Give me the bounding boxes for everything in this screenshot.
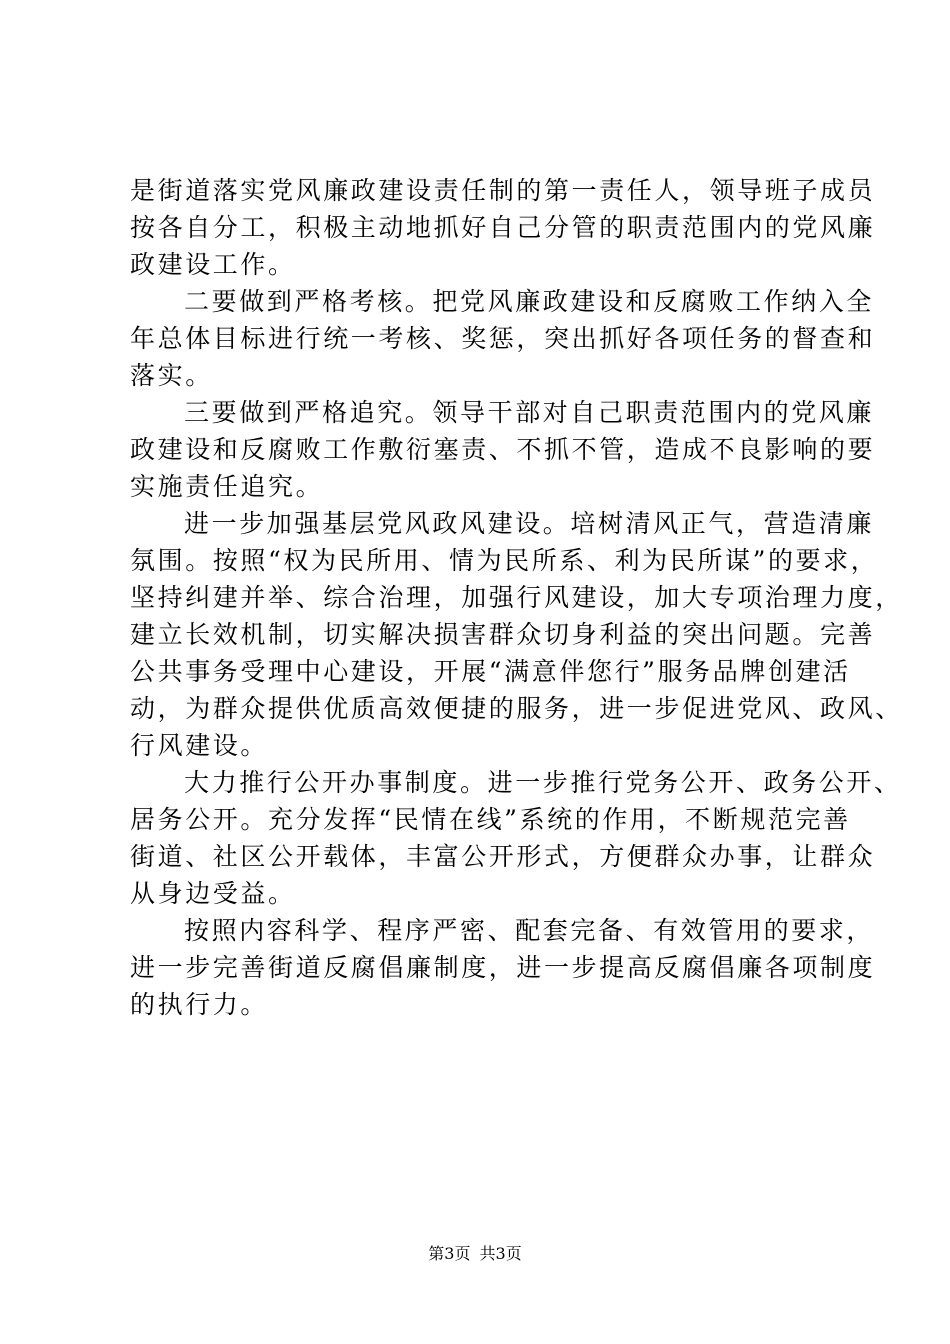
- paragraph-line: 进一步完善街道反腐倡廉制度，进一步提高反腐倡廉各项制度: [130, 953, 876, 982]
- paragraph-2: [130, 283, 876, 394]
- paragraph-line: 街道、社区公开载体，丰富公开形式，方便群众办事，让群众: [130, 842, 876, 871]
- paragraph-line: 是街道落实党风廉政建设责任制的第一责任人，领导班子成员: [130, 176, 876, 205]
- paragraph-line: 行风建设。: [130, 731, 269, 760]
- paragraph-line: 动，为群众提供优质高效便捷的服务，进一步促进党风、政风、: [130, 694, 903, 723]
- paragraph-line: 按各自分工，积极主动地抓好自己分管的职责范围内的党风廉: [130, 213, 876, 242]
- paragraph-line: 从身边受益。: [130, 879, 296, 908]
- paragraph-line: 按照内容科学、程序严密、配套完备、有效管用的要求，: [184, 916, 875, 945]
- paragraph-line: 年总体目标进行统一考核、奖惩，突出抓好各项任务的督查和: [130, 324, 876, 353]
- page-total: 共3页: [479, 1244, 522, 1263]
- paragraph-line: 氛围。按照“权为民所用、情为民所系、利为民所谋”的要求，: [130, 546, 879, 575]
- paragraph-line: 大力推行公开办事制度。进一步推行党务公开、政务公开、: [184, 768, 902, 797]
- paragraph-line: 坚持纠建并举、综合治理，加强行风建设，加大专项治理力度，: [130, 583, 903, 612]
- paragraph-line: 进一步加强基层党风政风建设。培树清风正气，营造清廉: [184, 509, 875, 538]
- page-footer: [0, 1242, 950, 1266]
- paragraph-line: 二要做到严格考核。把党风廉政建设和反腐败工作纳入全: [184, 287, 875, 316]
- paragraph-line: 落实。: [130, 361, 213, 390]
- paragraph-line: 居务公开。充分发挥“民情在线”系统的作用，不断规范完善: [130, 805, 851, 834]
- paragraph-line: 三要做到严格追究。领导干部对自己职责范围内的党风廉: [184, 398, 875, 427]
- paragraph-1: [130, 172, 876, 283]
- paragraph-line: 公共事务受理中心建设，开展“满意伴您行”服务品牌创建活: [130, 657, 851, 686]
- paragraph-4: [130, 505, 903, 764]
- paragraph-line: 政建设和反腐败工作敷衍塞责、不抓不管，造成不良影响的要: [130, 435, 876, 464]
- paragraph-5: [130, 764, 902, 912]
- paragraph-line: 政建设工作。: [130, 250, 296, 279]
- paragraph-line: 的执行力。: [130, 990, 269, 1019]
- paragraph-line: 建立长效机制，切实解决损害群众切身利益的突出问题。完善: [130, 620, 876, 649]
- page-number: 第3页: [428, 1244, 471, 1263]
- paragraph-3: [130, 394, 876, 505]
- document-body: [130, 172, 903, 1023]
- paragraph-6: [130, 912, 876, 1023]
- paragraph-line: 实施责任追究。: [130, 472, 324, 501]
